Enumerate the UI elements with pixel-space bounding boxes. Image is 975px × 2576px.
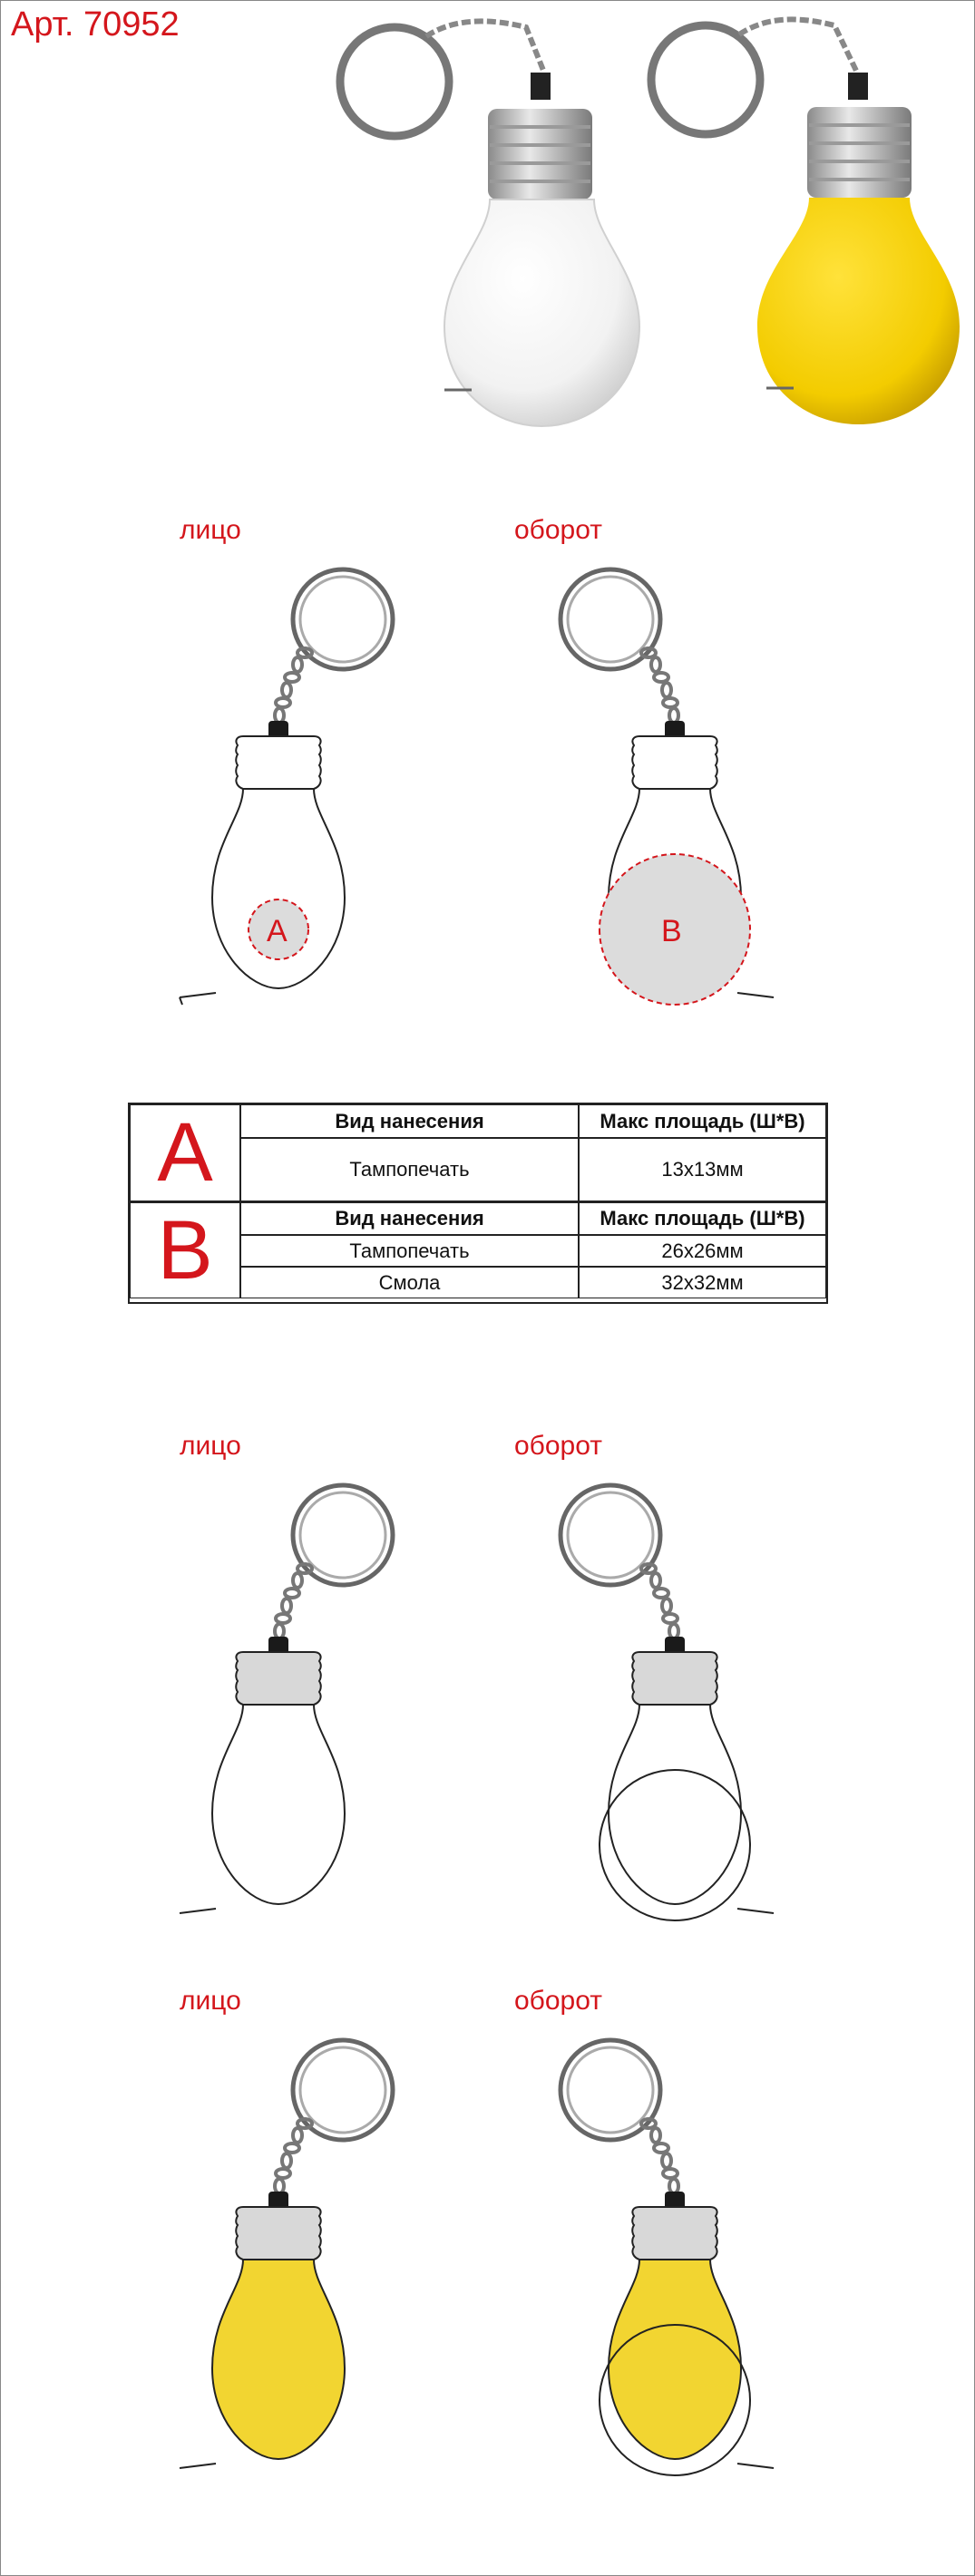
section-b-area-value-1: 26x26мм <box>579 1235 826 1267</box>
section-a-letter: A <box>130 1104 240 1201</box>
drawing-back-white <box>561 1485 774 1920</box>
section-a-method-header: Вид нанесения <box>240 1104 579 1138</box>
section-b-method-header: Вид нанесения <box>240 1201 579 1235</box>
section-b-method-value-2: Смола <box>240 1267 579 1298</box>
spec-table <box>128 1103 828 1304</box>
article-number: Арт. 70952 <box>11 5 180 44</box>
back-label-1: оборот <box>514 515 603 545</box>
drawing-front-white <box>180 1485 393 1913</box>
section-a-area-value: 13x13мм <box>579 1138 826 1201</box>
section-a-method-value: Тампопечать <box>240 1138 579 1201</box>
drawing-front-yellow <box>180 2040 393 2468</box>
section-b-method-value-1: Тампопечать <box>240 1235 579 1267</box>
front-label-3: лицо <box>180 1986 241 2016</box>
front-label-1: лицо <box>180 515 241 545</box>
back-label-3: оборот <box>514 1986 603 2016</box>
section-b-area-header: Макс площадь (Ш*В) <box>579 1201 826 1235</box>
drawing-back-yellow <box>561 2040 774 2475</box>
section-a-area-header: Макс площадь (Ш*В) <box>579 1104 826 1138</box>
marker-a: A <box>267 914 288 948</box>
marker-b: B <box>661 914 682 948</box>
section-b-letter: B <box>130 1201 240 1298</box>
front-label-2: лицо <box>180 1431 241 1461</box>
back-label-2: оборот <box>514 1431 603 1461</box>
section-b-area-value-2: 32x32мм <box>579 1267 826 1298</box>
